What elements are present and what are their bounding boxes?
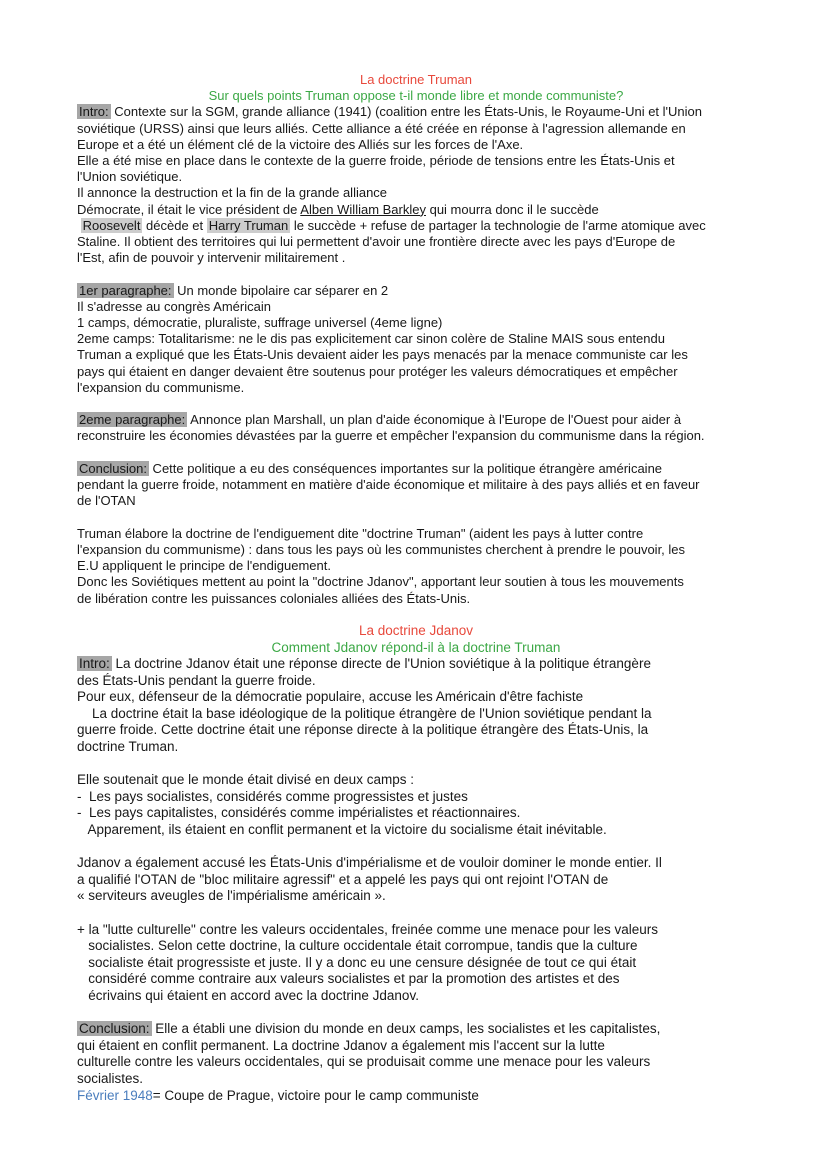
text-line: qui étaient en conflit permanent. La doctrine Jdanov a également mis l'accent sur la lutte xyxy=(77,1037,605,1053)
text-line: l'Est, afin de pouvoir y intervenir militairement . xyxy=(77,250,346,266)
text-line: Conclusion: Cette politique a eu des conséquences importantes sur la politique étrangère américaine xyxy=(79,460,663,476)
document-page xyxy=(77,72,783,1104)
text-line: La doctrine était la base idéologique de la politique étrangère de l'Union soviétique pendant la xyxy=(77,705,652,721)
blank-line xyxy=(77,756,783,773)
text-line: Elle a été mise en place dans le contexte de la guerre froide, période de tensions entre les États-Unis et xyxy=(77,153,675,169)
text-line: Truman a expliqué que les États-Unis devaient aider les pays menacés par la menace communiste car les xyxy=(77,347,688,363)
text-line: Pour eux, défenseur de la démocratie populaire, accuse les Américain d'être fachiste xyxy=(77,689,584,705)
text-line: des États-Unis pendant la guerre froide. xyxy=(77,672,316,688)
text-line: E.U appliquent le principe de l'endiguement. xyxy=(77,558,331,574)
text-line: Donc les Soviétiques mettent au point la "doctrine Jdanov", apportant leur soutien à tous les mouvements xyxy=(77,574,684,590)
text-line: 1 camps, démocratie, pluraliste, suffrage universel (4eme ligne) xyxy=(77,315,443,331)
section-subtitle: Comment Jdanov répond-il à la doctrine Truman xyxy=(271,639,561,655)
text-line: l'expansion du communisme. xyxy=(77,379,245,395)
highlighted-label: Conclusion: xyxy=(79,1021,150,1037)
section-doctrine-jdanov xyxy=(77,623,783,1104)
highlighted-name: Harry Truman xyxy=(208,217,289,233)
text-line: socialistes. Selon cette doctrine, la culture occidentale était corrompue, tandis que la culture xyxy=(77,938,638,954)
text-line: reconstruire les économies dévastées par la guerre et empêcher l'expansion du communisme dans la région. xyxy=(77,428,705,444)
text-line: Février 1948= Coupe de Prague, victoire pour le camp communiste xyxy=(77,1087,479,1103)
highlighted-label: Conclusion: xyxy=(79,460,147,476)
text-line: + la "lutte culturelle" contre les valeurs occidentales, freinée comme une menace pour les valeurs xyxy=(77,921,659,937)
text-line: Il s'adresse au congrès Américain xyxy=(77,298,271,314)
section-subtitle: Sur quels points Truman oppose t-il monde libre et monde communiste? xyxy=(208,88,624,104)
text-line: Intro: La doctrine Jdanov était une réponse directe de l'Union soviétique à la politique étrangère xyxy=(79,656,651,672)
highlighted-label: 1er paragraphe: xyxy=(79,282,172,298)
blank-line xyxy=(77,266,783,282)
text-line: Europe et a été un élément clé de la victoire des Alliés sur les forces de l'Axe. xyxy=(77,136,524,152)
highlighted-label: Intro: xyxy=(79,104,109,120)
date-text: Février 1948 xyxy=(77,1087,153,1103)
section-title: La doctrine Jdanov xyxy=(358,622,474,638)
text-line: Intro: Contexte sur la SGM, grande alliance (1941) (coalition entre les États-Unis, le Royaume-Uni et l'Union xyxy=(79,104,702,120)
text-line: Truman élabore la doctrine de l'endiguement dite "doctrine Truman" (aident les pays à lutter contre xyxy=(77,525,644,541)
text-line: - Les pays socialistes, considérés comme progressistes et justes xyxy=(77,788,468,804)
text-line: Il annonce la destruction et la fin de la grande alliance xyxy=(77,185,388,201)
text-line: Roosevelt décède et Harry Truman le succède + refuse de partager la technologie de l'arme atomique avec xyxy=(82,217,706,233)
text-line: 1er paragraphe: Un monde bipolaire car séparer en 2 xyxy=(79,282,389,298)
blank-line xyxy=(77,905,783,922)
text-line: écrivains qui étaient en accord avec la doctrine Jdanov. xyxy=(77,987,419,1003)
text-line: doctrine Truman. xyxy=(77,739,179,755)
text-line: - Les pays capitalistes, considérés comme impérialistes et réactionnaires. xyxy=(77,805,521,821)
text-line: Conclusion: Elle a établi une division du monde en deux camps, les socialistes et les capitalistes, xyxy=(79,1021,661,1037)
text-line: Démocrate, il était le vice président de Alben William Barkley qui mourra donc il le succède xyxy=(77,201,599,217)
text-line: a qualifié l'OTAN de "bloc militaire agressif" et a appelé les pays qui ont rejoint l'OTAN de xyxy=(77,871,609,887)
text-line: pays qui étaient en danger devaient être soutenus pour protéger les valeurs démocratiques et empêcher xyxy=(77,363,678,379)
text-line: culturelle contre les valeurs occidentales, qui se produisait comme une menace pour les valeurs xyxy=(77,1054,651,1070)
text-line: 2eme paragraphe: Annonce plan Marshall, un plan d'aide économique à l'Europe de l'Ouest pour aider à xyxy=(79,412,682,428)
highlighted-label: 2eme paragraphe: xyxy=(79,412,186,428)
blank-line xyxy=(77,509,783,525)
blank-line xyxy=(77,839,783,856)
text-line: l'expansion du communisme) : dans tous les pays où les communistes cherchent à prendre le pouvoir, les xyxy=(77,541,686,557)
highlighted-name: Roosevelt xyxy=(82,217,141,233)
text-line: de l'OTAN xyxy=(77,493,136,509)
blank-line xyxy=(77,396,783,412)
blank-line xyxy=(77,1005,783,1022)
section-title: La doctrine Truman xyxy=(359,72,472,87)
text-line: de libération contre les puissances coloniales alliées des États-Unis. xyxy=(77,590,471,606)
text-line: socialiste était progressiste et juste. Il y a donc eu une censure désignée de tout ce qui était xyxy=(77,954,637,970)
text-line: Apparement, ils étaient en conflit permanent et la victoire du socialisme était inévitable. xyxy=(77,822,607,838)
blank-line xyxy=(77,607,783,623)
blank-line xyxy=(77,445,783,461)
underlined-text: Alben William Barkley xyxy=(300,201,426,217)
text-line: Elle soutenait que le monde était divisé en deux camps : xyxy=(77,772,414,788)
highlighted-label: Intro: xyxy=(79,656,110,672)
text-line: socialistes. xyxy=(77,1070,144,1086)
text-line: « serviteurs aveugles de l'impérialisme américain ». xyxy=(77,888,386,904)
text-line: Staline. Il obtient des territoires qui lui permettent d'avoir une frontière directe avec les pays d'Europe de xyxy=(77,234,676,250)
section-doctrine-truman xyxy=(77,72,783,623)
text-line: pendant la guerre froide, notamment en matière d'aide économique et militaire à des pays alliés et en faveur xyxy=(77,477,700,493)
text-line: Jdanov a également accusé les États-Unis d'impérialisme et de vouloir dominer le monde entier. Il xyxy=(77,855,662,871)
text-line: soviétique (URSS) ainsi que leurs alliés. Cette alliance a été créée en réponse à l'agression allemande en xyxy=(77,120,686,136)
text-line: l'Union soviétique. xyxy=(77,169,183,185)
text-line: 2eme camps: Totalitarisme: ne le dis pas explicitement car sinon colère de Staline MAIS sous entendu xyxy=(77,331,665,347)
text-line: considéré comme contraire aux valeurs socialistes et par la promotion des artistes et des xyxy=(77,971,620,987)
text-line: guerre froide. Cette doctrine était une réponse directe à la politique étrangère des États-Unis, la xyxy=(77,722,649,738)
